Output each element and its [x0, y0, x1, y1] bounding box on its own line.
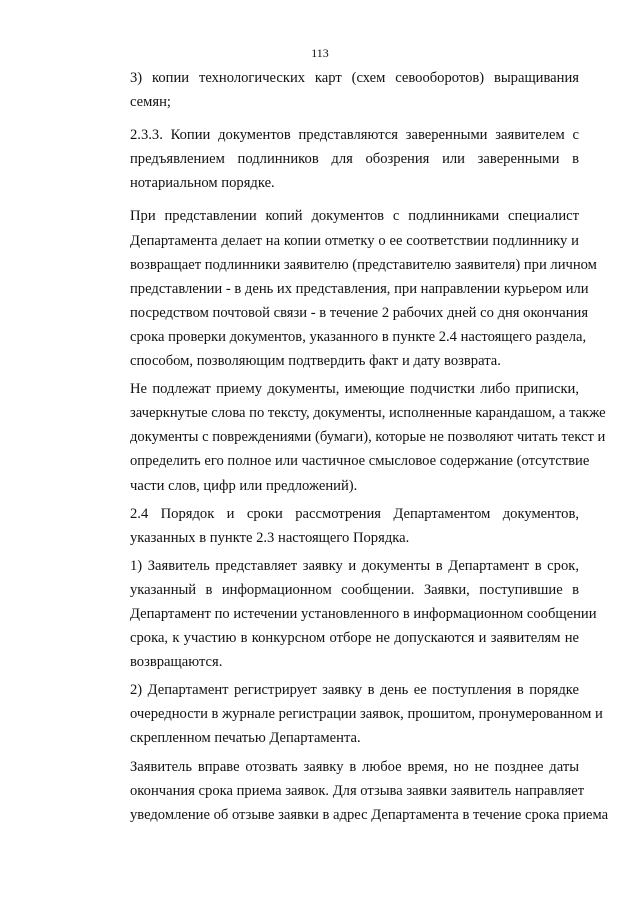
text-line: 2.3.3. Копии документов представляются заверенными заявителем с — [130, 127, 579, 144]
text-line: предъявлением подлинников для обозрения или заверенными в — [130, 151, 579, 168]
text-line: семян; — [130, 94, 171, 111]
text-line: скрепленном печатью Департамента. — [130, 730, 361, 747]
text-line: 2.4 Порядок и сроки рассмотрения Департаментом документов, — [130, 505, 579, 522]
text-line: документы с повреждениями (бумаги), которые не позволяют читать текст и — [130, 429, 606, 446]
text-line: зачеркнутые слова по тексту, документы, исполненные карандашом, а также — [130, 405, 606, 422]
text-line: Департамент по истечении установленного в информационном сообщении — [130, 605, 597, 622]
paragraph-item-1 — [93, 554, 597, 674]
text-line: 3) копии технологических карт (схем севооборотов) выращивания — [130, 70, 579, 86]
document-body — [93, 66, 609, 831]
paragraph-2-4 — [93, 502, 579, 550]
text-line: посредством почтовой связи - в течение 2 рабочих дней со дня окончания — [130, 304, 589, 321]
paragraph-copies-return — [93, 204, 597, 373]
paragraph-not-accepted — [93, 377, 606, 497]
text-line: возвращаются. — [130, 654, 223, 671]
text-line: 1) Заявитель представляет заявку и документы в Департамент в срок, — [130, 557, 579, 574]
text-line: указанных в пункте 2.3 настоящего Порядка. — [130, 529, 410, 546]
text-line: Департамента делает на копии отметку о ее соответствии подлиннику и — [130, 232, 579, 249]
text-line: части слов, цифр или предложений). — [130, 477, 358, 494]
text-line: Не подлежат приему документы, имеющие подчистки либо приписки, — [130, 381, 579, 398]
paragraph-2-3-3 — [93, 123, 579, 195]
text-line: Заявитель вправе отозвать заявку в любое время, но не позднее даты — [130, 758, 579, 775]
text-line: 2) Департамент регистрирует заявку в день ее поступления в порядке — [130, 682, 579, 699]
text-line: При представлении копий документов с подлинниками специалист — [130, 208, 579, 225]
paragraph-item-3 — [93, 66, 579, 114]
text-line: окончания срока приема заявок. Для отзыва заявки заявитель направляет — [130, 782, 585, 799]
text-line: очередности в журнале регистрации заявок, прошитом, пронумерованном и — [130, 706, 603, 723]
text-line: определить его полное или частичное смысловое содержание (отсутствие — [130, 453, 590, 470]
text-line: срока проверки документов, указанного в пункте 2.4 настоящего раздела, — [130, 328, 587, 345]
paragraph-withdraw — [93, 755, 609, 827]
text-line: нотариальном порядке. — [130, 175, 275, 192]
text-line: указанный в информационном сообщении. Заявки, поступившие в — [130, 581, 579, 598]
page-number: 113 — [311, 46, 329, 60]
text-line: срока, к участию в конкурсном отборе не допускаются и заявителям не — [130, 630, 579, 647]
paragraph-item-2 — [93, 678, 603, 750]
text-line: возвращает подлинники заявителю (представителю заявителя) при личном — [130, 256, 597, 273]
text-line: уведомление об отзыве заявки в адрес Департамента в течение срока приема — [130, 806, 609, 823]
text-line: способом, позволяющим подтвердить факт и дату возврата. — [130, 353, 501, 370]
text-line: представлении - в день их представления, при направлении курьером или — [130, 280, 589, 297]
